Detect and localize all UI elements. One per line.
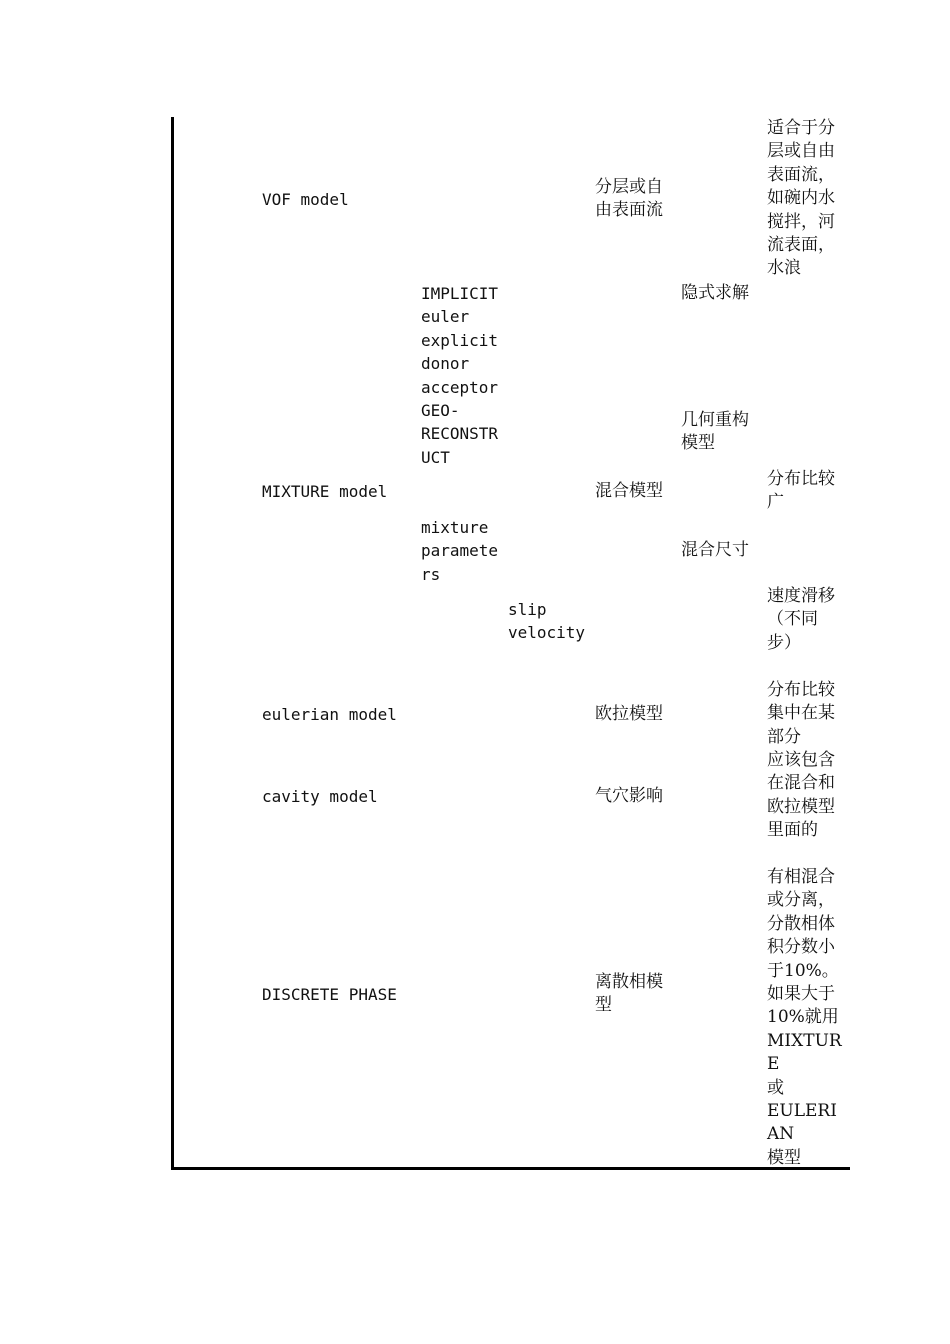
slip-velocity-note: 速度滑移 （不同 步）: [767, 586, 835, 653]
geo-reconstruct-description: 几何重构 模型: [681, 410, 749, 454]
table-left-border: [171, 117, 174, 1170]
cavity-model-name: cavity model: [262, 787, 378, 806]
eulerian-model-name: eulerian model: [262, 705, 397, 724]
mixture-model-name: MIXTURE model: [262, 482, 388, 501]
mixture-note: 分布比较 广: [767, 469, 835, 513]
vof-description: 分层或自 由表面流: [595, 177, 663, 221]
vof-model-name: VOF model: [262, 190, 349, 209]
vof-scheme-list: IMPLICIT euler explicit donor acceptor GEO- RECONSTR UCT: [421, 284, 499, 467]
discrete-phase-name: DISCRETE PHASE: [262, 985, 397, 1004]
cavity-description: 气穴影响: [595, 786, 663, 806]
implicit-description: 隐式求解: [681, 283, 749, 303]
table-bottom-border: [171, 1167, 850, 1170]
mixture-description: 混合模型: [595, 481, 663, 501]
eulerian-note: 分布比较 集中在某 部分: [767, 680, 835, 747]
mixture-parameters-name: mixture paramete rs: [421, 518, 499, 584]
mixture-parameters-description: 混合尺寸: [681, 540, 749, 560]
eulerian-description: 欧拉模型: [595, 704, 663, 724]
discrete-phase-description: 离散相模 型: [595, 972, 663, 1016]
discrete-phase-note: 有相混合 或分离， 分散相体 积分数小 于10%。 如果大于 10%就用 MIXTURE 或 EULERIAN 模型: [767, 867, 842, 1168]
vof-note: 适合于分 层或自由 表面流， 如碗内水 搅拌，河 流表面， 水浪: [767, 118, 835, 279]
slip-velocity-name: slip velocity: [508, 600, 586, 643]
cavity-note: 应该包含 在混合和 欧拉模型 里面的: [767, 750, 835, 841]
